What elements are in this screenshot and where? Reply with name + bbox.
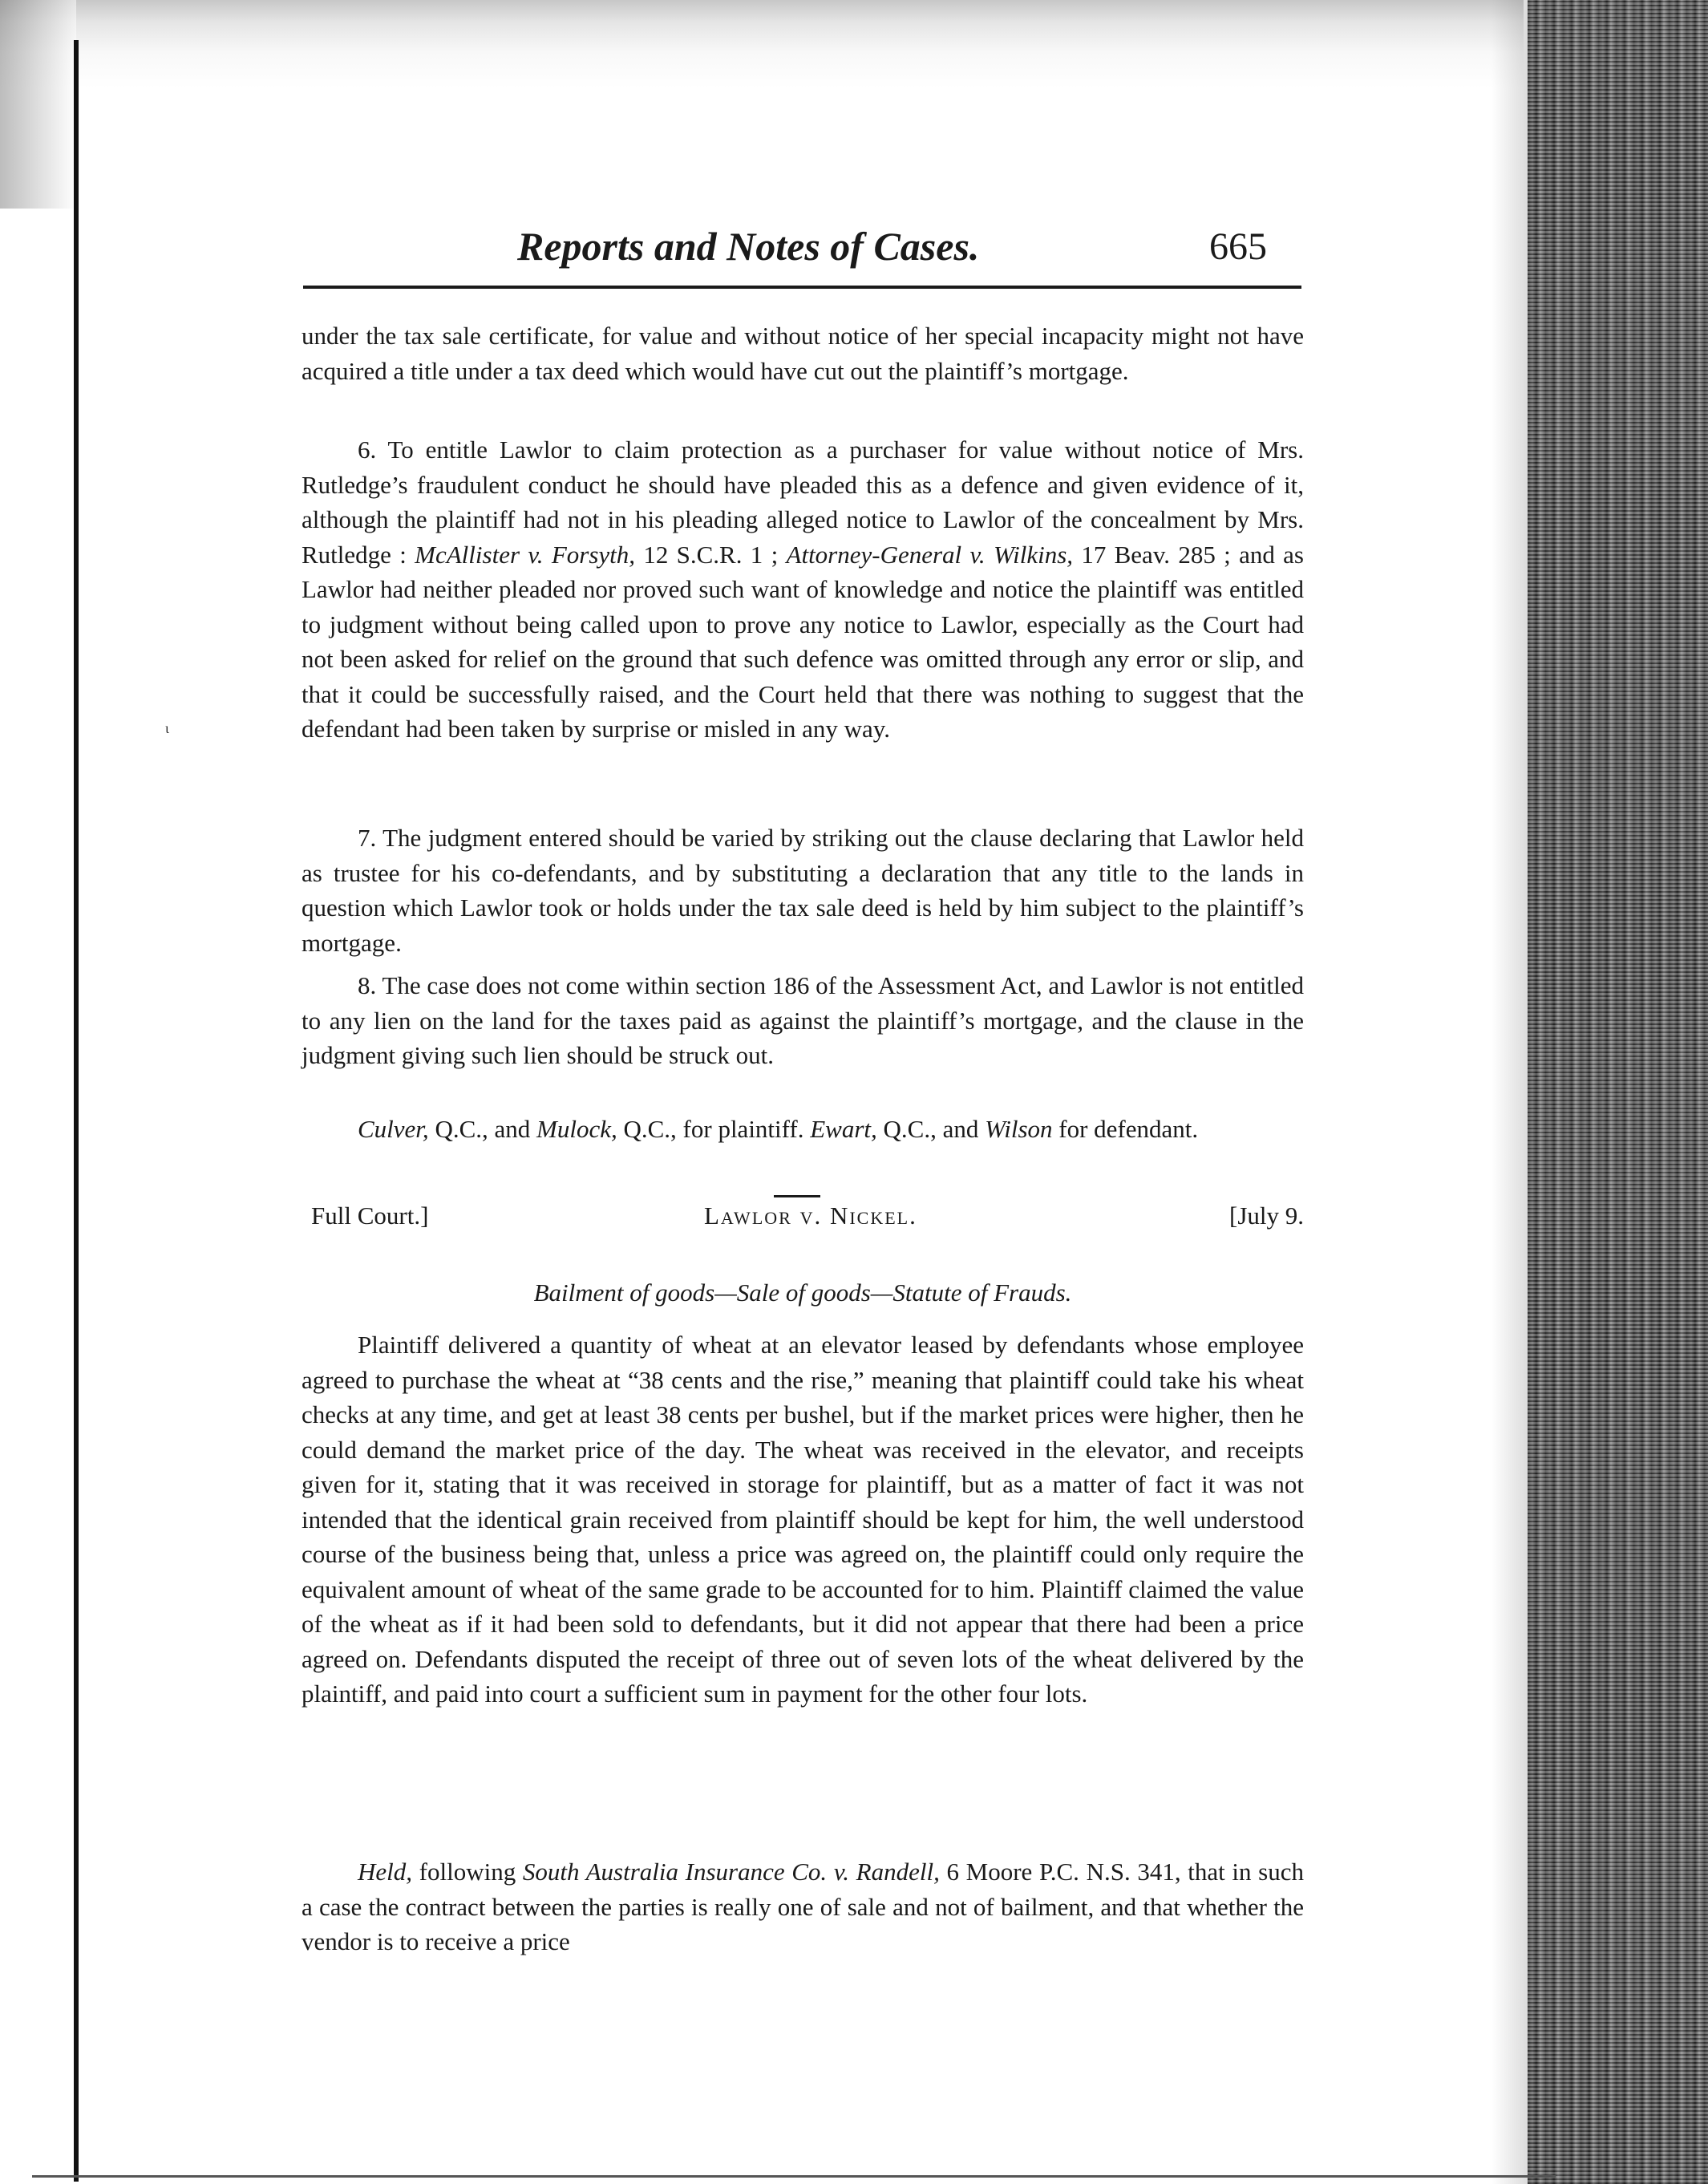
text-run: 6 Moore P.C. N.S. 341, that in such a case the contract between the parties is really one of sale and not of bailment, and that whether the vendor is to receive a price [302,1858,1304,1955]
running-head: Reports and Notes of Cases. [517,224,980,269]
case-citation: South Australia Insurance Co. v. Randell, [522,1858,940,1886]
page-right-edge [1528,0,1708,2184]
scan-shadow-top [0,0,1524,88]
paragraph-text: 8. The case does not come within section 186 of the Assessment Act, and Lawlor is not entitled to any lien on the land for the taxes paid as against the plaintiff’s mortgage, and the clause in the judgment giving such lien should be struck out. [302,971,1304,1069]
case-title: Lawlor v. Nickel. [704,1201,917,1230]
paragraph-continued [302,318,1304,388]
paragraph-text [302,1854,1304,1959]
counsel-name: Culver, [358,1115,429,1143]
paragraph-facts [302,1327,1304,1712]
paragraph-7 [302,821,1304,960]
paragraph-text [302,1112,1304,1147]
counsel-name: Mulock, [536,1115,617,1143]
case-date: [July 9. [1229,1201,1304,1230]
text-run: Q.C., and [876,1115,986,1143]
case-citation: McAllister v. Forsyth, [415,540,636,569]
paragraph-text: Plaintiff delivered a quantity of wheat at an elevator leased by defendants whose employee agreed to purchase the wheat at “38 cents and the rise,” meaning that plaintiff could take his wheat checks at any time, and get at least 38 cents per bushel, but if the market prices were higher, then he could demand the market price of the day. The wheat was received in the elevator, and receipts given for it, stating that it was received in storage for plaintiff, but as a matter of fact it was not intended that the identical grain received from plaintiff should be kept for him, the well understood course of the business being that, unless a price was agreed on, the plaintiff could only require the equivalent amount of wheat of the same grade to be accounted for to him. Plaintiff claimed the value of the wheat as if it had been sold to defendants, but it did not appear that there had been a price agreed on. Defendants disputed the receipt of three out of seven lots of the wheat delivered by the plaintiff, and paid into court a sufficient sum in payment for the other four lots. [302,1331,1304,1708]
held-label: Held, [358,1858,413,1886]
page-number: 665 [1209,225,1267,268]
stray-mark: ι [165,720,169,736]
counsel-name: Wilson [985,1115,1053,1143]
text-run: for defendant. [1052,1115,1199,1143]
header-rule [303,286,1301,289]
paragraph-8 [302,968,1304,1073]
text-run: 12 S.C.R. 1 ; [635,540,787,569]
counsel-name: Ewart, [810,1115,877,1143]
page-bottom-edge [32,2175,1556,2178]
case-citation: Attorney-General v. Wilkins, [786,540,1074,569]
counsel-line [302,1112,1304,1147]
paragraph-text [302,432,1304,747]
case-court: Full Court.] [311,1201,429,1230]
case-subject: Bailment of goods—Sale of goods—Statute of Frauds. [533,1278,1072,1307]
paragraph-6 [302,432,1304,747]
paragraph-text: 7. The judgment entered should be varied by striking out the clause declaring that Lawlor held as trustee for his co-defendants, and by substituting a declaration that any title to the lands in question which Lawlor took or holds under the tax sale deed is held by him subject to the plaintiff’s mortgage. [302,824,1304,957]
section-divider [774,1195,820,1197]
paragraph-text: under the tax sale certificate, for value and without notice of her special incapacity might not have acquired a title under a tax deed which would have cut out the plaintiff’s mortgage. [302,322,1304,385]
paragraph-held [302,1854,1304,1959]
text-run: 17 Beav. 285 ; and as Lawlor had neither pleaded nor proved such want of knowledge and notice the plaintiff was entitled to judgment without being called upon to prove any notice to Lawlor, especially as the Court had not been asked for relief on the ground that such defence was omitted through any error or slip, and that it could be successfully raised, and the Court held that there was nothing to suggest that the defendant had been taken by surprise or misled in any way. [302,540,1304,743]
scan-shadow-left [0,0,76,209]
text-run: Q.C., for plaintiff. [617,1115,811,1143]
page-binding-edge [74,40,79,2182]
text-run: Q.C., and [428,1115,537,1143]
text-run: 6. To entitle Lawlor to claim protection as a purchaser for value without notice of Mrs. Rutledge’s fraudulent conduct he should have pleaded this as a defence and given evidence of it, although the plaintiff had not in his pleading alleged notice to Lawlor of the concealment by Mrs. Rutledge : [302,436,1304,569]
text-run: following [412,1858,523,1886]
